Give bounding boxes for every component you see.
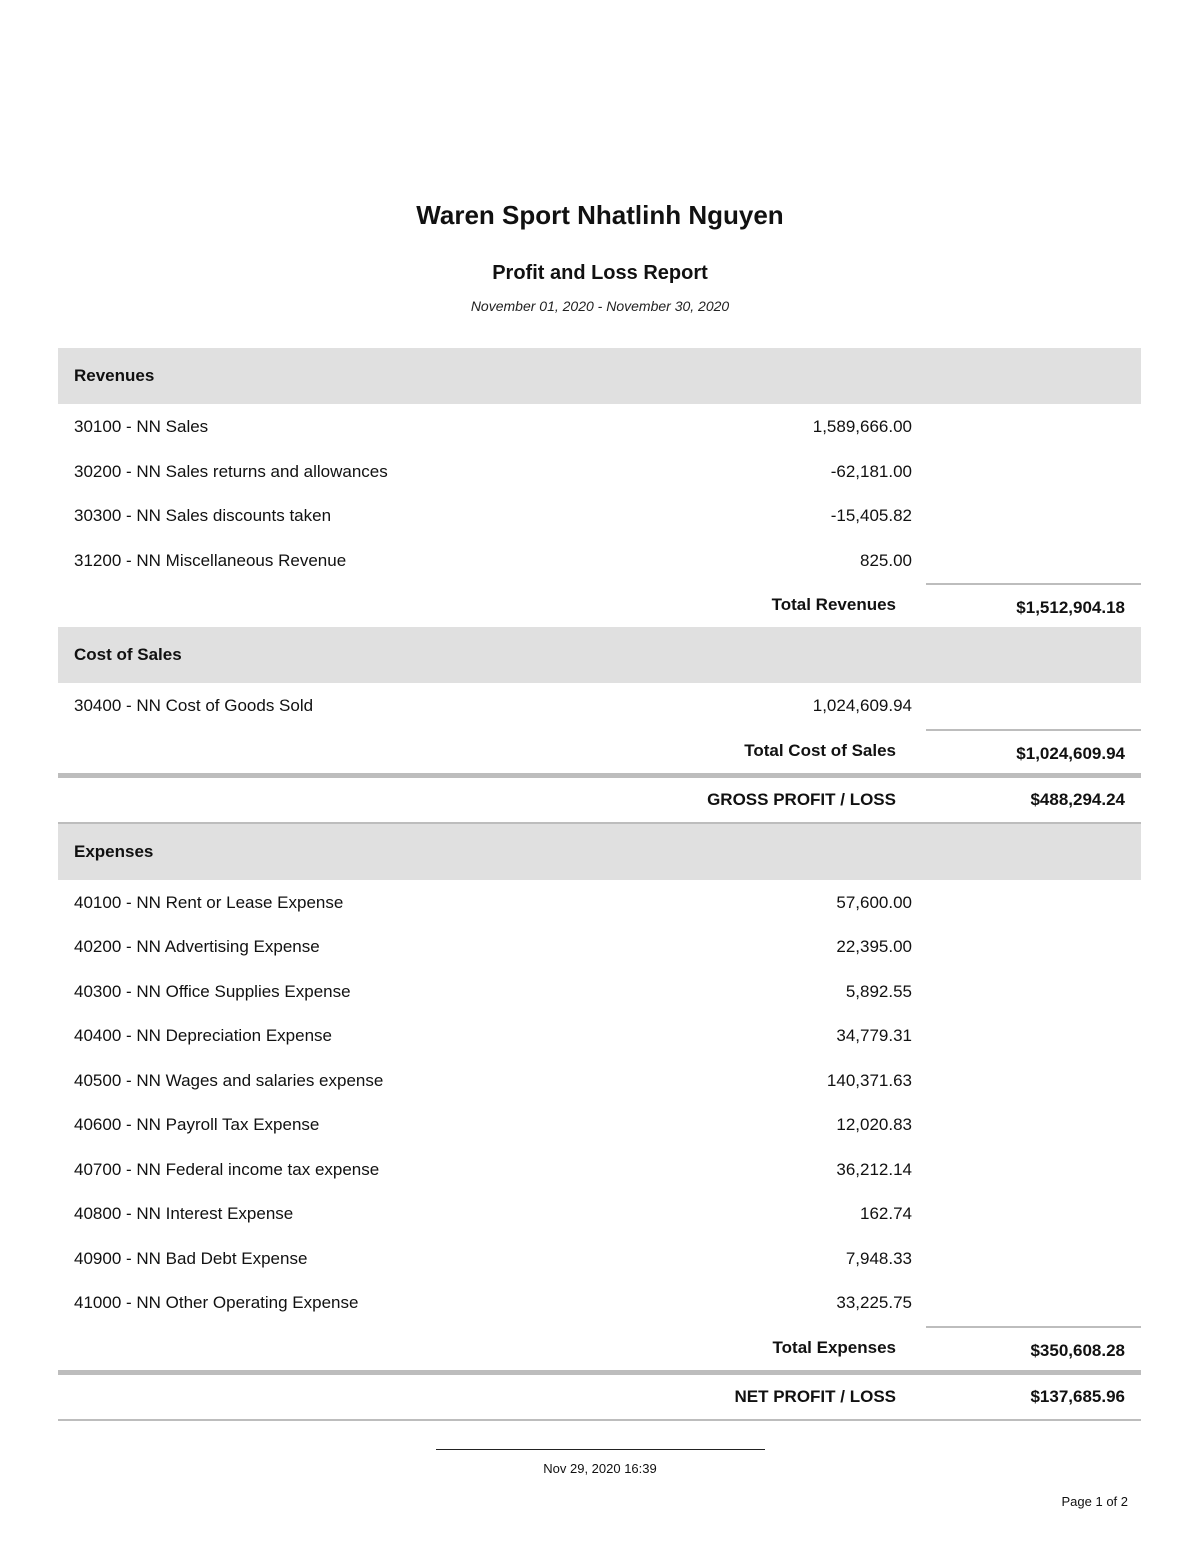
table-row bbox=[58, 1148, 1141, 1193]
account-amount: 162.74 bbox=[860, 1204, 912, 1224]
table-row bbox=[58, 1103, 1141, 1148]
account-amount: 140,371.63 bbox=[826, 1070, 912, 1090]
account-name: 40200 - NN Advertising Expense bbox=[74, 937, 320, 957]
table-row bbox=[58, 450, 1141, 495]
net-profit-row bbox=[58, 1370, 1141, 1421]
account-amount: 12,020.83 bbox=[836, 1115, 912, 1135]
account-name: 40900 - NN Bad Debt Expense bbox=[74, 1248, 308, 1268]
section-revenues: Revenues bbox=[58, 348, 1141, 404]
account-name: 40800 - NN Interest Expense bbox=[74, 1204, 294, 1224]
table-row bbox=[58, 1059, 1141, 1104]
account-amount: 1,589,666.00 bbox=[812, 417, 912, 437]
total-label: Total Expenses bbox=[772, 1337, 896, 1357]
account-amount: 36,212.14 bbox=[836, 1159, 912, 1179]
account-amount: 34,779.31 bbox=[836, 1026, 912, 1046]
account-name: 40700 - NN Federal income tax expense bbox=[74, 1159, 380, 1179]
table-row bbox=[58, 539, 1141, 584]
total-value: $350,608.28 bbox=[926, 1326, 1141, 1370]
account-name: 40300 - NN Office Supplies Expense bbox=[74, 981, 351, 1001]
account-name: 40500 - NN Wages and salaries expense bbox=[74, 1070, 384, 1090]
table-row bbox=[58, 1237, 1141, 1282]
table-row bbox=[58, 925, 1141, 970]
account-name: 41000 - NN Other Operating Expense bbox=[74, 1293, 359, 1313]
section-cost-of-sales: Cost of Sales bbox=[58, 627, 1141, 683]
generated-timestamp: Nov 29, 2020 16:39 bbox=[543, 1461, 657, 1476]
total-expenses-row bbox=[58, 1326, 1141, 1370]
account-name: 40600 - NN Payroll Tax Expense bbox=[74, 1115, 320, 1135]
table-row bbox=[58, 494, 1141, 539]
account-name: 40100 - NN Rent or Lease Expense bbox=[74, 892, 344, 912]
account-amount: -15,405.82 bbox=[830, 506, 912, 526]
account-amount: 22,395.00 bbox=[836, 937, 912, 957]
account-amount: 57,600.00 bbox=[836, 892, 912, 912]
report-table bbox=[58, 348, 1141, 1421]
table-row bbox=[58, 1014, 1141, 1059]
section-expenses: Expenses bbox=[58, 824, 1141, 880]
account-name: 30400 - NN Cost of Goods Sold bbox=[74, 696, 314, 716]
net-profit-value: $137,685.96 bbox=[1030, 1386, 1125, 1406]
gross-profit-label: GROSS PROFIT / LOSS bbox=[707, 789, 896, 809]
table-row bbox=[58, 405, 1141, 450]
report-period: November 01, 2020 - November 30, 2020 bbox=[470, 298, 730, 314]
page-number: Page 1 of 2 bbox=[1061, 1494, 1128, 1509]
table-row bbox=[58, 684, 1141, 729]
signature-line bbox=[436, 1449, 765, 1450]
net-profit-label: NET PROFIT / LOSS bbox=[734, 1386, 896, 1406]
total-value: $1,024,609.94 bbox=[926, 729, 1141, 773]
account-name: 31200 - NN Miscellaneous Revenue bbox=[74, 550, 347, 570]
gross-profit-row bbox=[58, 773, 1141, 824]
table-row bbox=[58, 1281, 1141, 1326]
gross-profit-value: $488,294.24 bbox=[1030, 789, 1125, 809]
table-row bbox=[58, 881, 1141, 926]
account-amount: 7,948.33 bbox=[845, 1248, 912, 1268]
total-revenues-row bbox=[58, 583, 1141, 627]
table-row bbox=[58, 1192, 1141, 1237]
total-label: Total Revenues bbox=[771, 595, 896, 614]
table-row bbox=[58, 970, 1141, 1015]
account-amount: 825.00 bbox=[860, 550, 912, 570]
total-cost-of-sales-row bbox=[58, 729, 1141, 773]
account-amount: 33,225.75 bbox=[836, 1293, 912, 1313]
account-name: 30200 - NN Sales returns and allowances bbox=[74, 461, 388, 481]
total-label: Total Cost of Sales bbox=[744, 740, 896, 760]
account-name: 30300 - NN Sales discounts taken bbox=[74, 506, 332, 526]
account-amount: 5,892.55 bbox=[845, 981, 912, 1001]
account-name: 30100 - NN Sales bbox=[74, 417, 209, 437]
total-value: $1,512,904.18 bbox=[926, 583, 1141, 627]
report-title: Profit and Loss Report bbox=[492, 262, 708, 284]
account-amount: -62,181.00 bbox=[830, 461, 912, 481]
account-name: 40400 - NN Depreciation Expense bbox=[74, 1026, 332, 1046]
company-name: Waren Sport Nhatlinh Nguyen bbox=[416, 200, 784, 230]
account-amount: 1,024,609.94 bbox=[812, 696, 912, 716]
